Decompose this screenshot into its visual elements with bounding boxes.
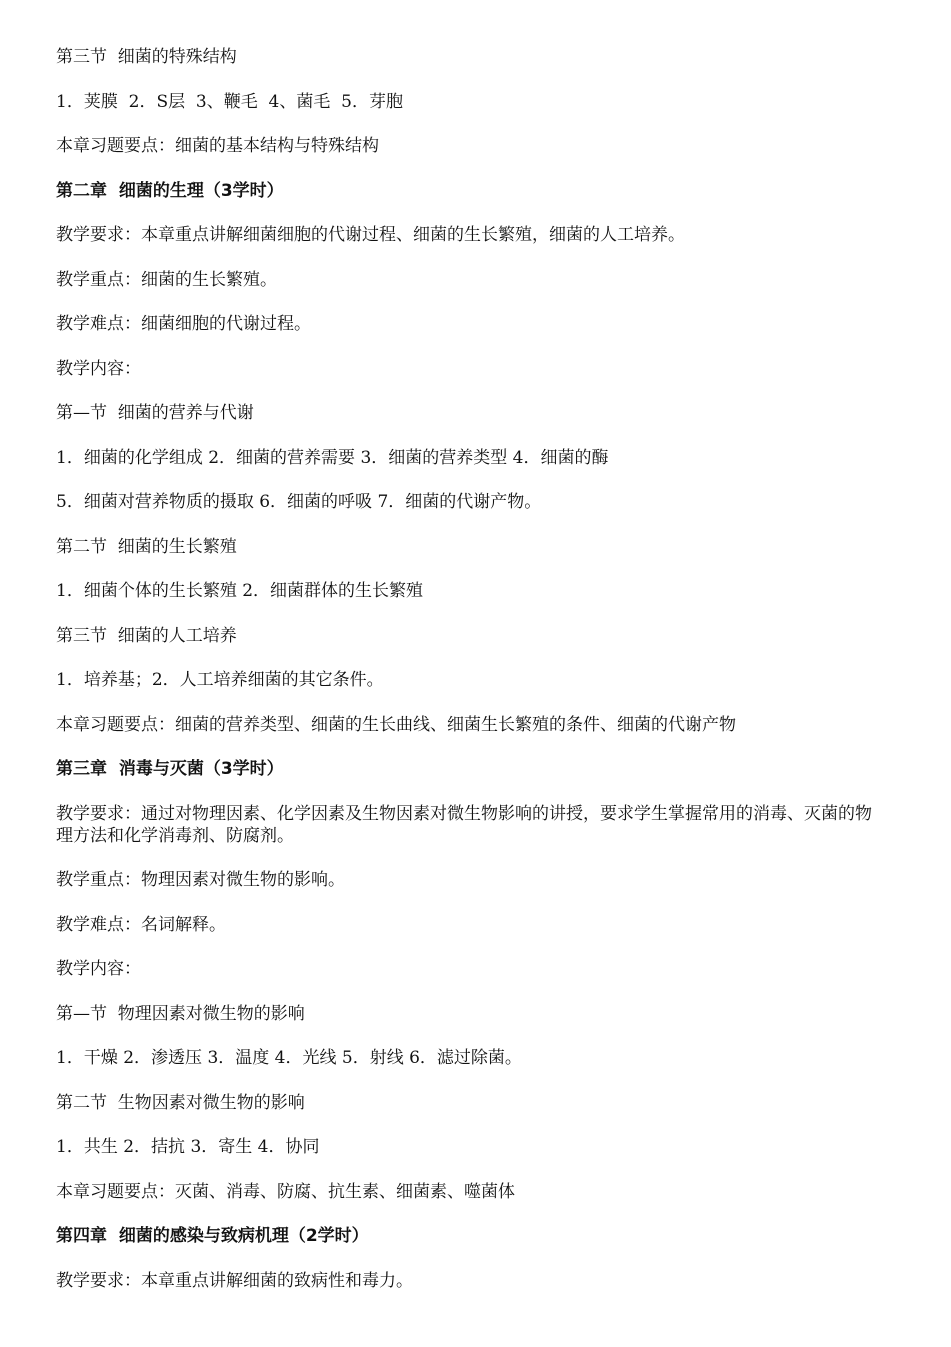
section-heading: 第—节 细菌的营养与代谢 xyxy=(56,403,254,423)
teaching-requirements: 教学要求：本章重点讲解细菌的致病性和毒力。 xyxy=(56,1270,413,1291)
section-heading: 第三节 细菌的特殊结构 xyxy=(56,47,237,67)
list-item: 1．荚膜 2．S层 3、鞭毛 4、菌毛 5．芽胞 xyxy=(56,91,403,112)
list-item: 1．培养基；2．人工培养细菌的其它条件。 xyxy=(56,670,384,690)
list-item: 1．共生 2．拮抗 3．寄生 4．协同 xyxy=(56,1137,320,1157)
teaching-focus: 教学重点：物理因素对微生物的影响。 xyxy=(56,870,345,890)
document-body xyxy=(56,46,876,1314)
chapter-title: 第四章 细菌的感染与致病机理（2学时） xyxy=(56,1226,369,1246)
list-item: 1．细菌的化学组成 2．细菌的营养需要 3．细菌的营养类型 4．细菌的酶 xyxy=(56,447,609,468)
exercise-points: 本章习题要点：灭菌、消毒、防腐、抗生素、细菌素、噬菌体 xyxy=(56,1181,515,1202)
list-item: 5．细菌对营养物质的摄取 6．细菌的呼吸 7．细菌的代谢产物。 xyxy=(56,492,542,512)
chapter-title: 第二章 细菌的生理（3学时） xyxy=(56,180,284,201)
section-heading: 第二节 生物因素对微生物的影响 xyxy=(56,1092,305,1113)
teaching-requirements: 教学要求：本章重点讲解细菌细胞的代谢过程、细菌的生长繁殖，细菌的人工培养。 xyxy=(56,225,685,245)
teaching-difficulty: 教学难点：名词解释。 xyxy=(56,914,226,935)
teaching-difficulty: 教学难点：细菌细胞的代谢过程。 xyxy=(56,314,311,334)
list-item: 1．细菌个体的生长繁殖 2．细菌群体的生长繁殖 xyxy=(56,581,424,601)
list-item: 1．干燥 2．渗透压 3．温度 4．光线 5．射线 6．滤过除菌。 xyxy=(56,1048,522,1068)
section-heading: 第—节 物理因素对微生物的影响 xyxy=(56,1003,305,1024)
teaching-requirements: 教学要求：通过对物理因素、化学因素及生物因素对微生物影响的讲授，要求学生掌握常用的消毒、灭菌的物理方法和化学消毒剂、防腐剂。 xyxy=(56,803,872,846)
exercise-points: 本章习题要点：细菌的营养类型、细菌的生长曲线、细菌生长繁殖的条件、细菌的代谢产物 xyxy=(56,714,736,735)
section-heading: 第三节 细菌的人工培养 xyxy=(56,625,237,646)
teaching-content-label: 教学内容： xyxy=(56,358,141,379)
exercise-points: 本章习题要点：细菌的基本结构与特殊结构 xyxy=(56,136,379,156)
teaching-focus: 教学重点：细菌的生长繁殖。 xyxy=(56,269,277,290)
section-heading: 第二节 细菌的生长繁殖 xyxy=(56,536,237,557)
chapter-title: 第三章 消毒与灭菌（3学时） xyxy=(56,759,284,779)
teaching-content-label: 教学内容： xyxy=(56,959,141,979)
